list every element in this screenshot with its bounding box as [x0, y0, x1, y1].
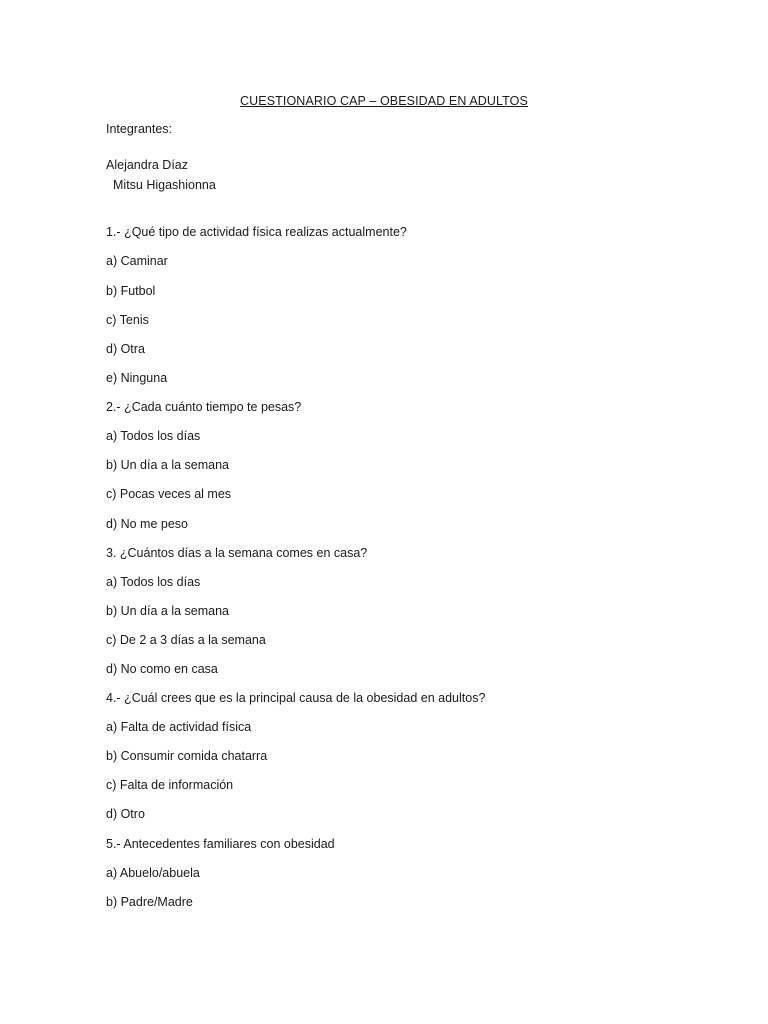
- answer-option: a) Caminar: [106, 254, 168, 268]
- answer-option: d) Otro: [106, 807, 145, 821]
- question-text: 2.- ¿Cada cuánto tiempo te pesas?: [106, 400, 302, 414]
- question-text: 3. ¿Cuántos días a la semana comes en casa?: [106, 546, 368, 560]
- answer-option: c) Pocas veces al mes: [106, 487, 232, 501]
- answer-option: b) Un día a la semana: [106, 458, 229, 472]
- answer-option: b) Padre/Madre: [106, 895, 193, 909]
- answer-option: a) Falta de actividad física: [106, 720, 252, 734]
- answer-option: c) Falta de información: [106, 778, 234, 792]
- answer-option: b) Consumir comida chatarra: [106, 749, 268, 763]
- answer-option: c) De 2 a 3 días a la semana: [106, 633, 266, 647]
- answer-option: c) Tenis: [106, 313, 149, 327]
- question-text: 4.- ¿Cuál crees que es la principal causa de la obesidad en adultos?: [106, 691, 486, 705]
- answer-option: d) No como en casa: [106, 662, 218, 676]
- answer-option: b) Futbol: [106, 284, 156, 298]
- answer-option: a) Todos los días: [106, 429, 201, 443]
- member-name: Mitsu Higashionna: [113, 178, 216, 192]
- answer-option: a) Todos los días: [106, 575, 201, 589]
- answer-option: d) Otra: [106, 342, 145, 356]
- integrantes-label: Integrantes:: [106, 122, 173, 136]
- answer-option: e) Ninguna: [106, 371, 168, 385]
- page-title: CUESTIONARIO CAP – OBESIDAD EN ADULTOS: [240, 94, 528, 108]
- answer-option: a) Abuelo/abuela: [106, 866, 200, 880]
- question-text: 1.- ¿Qué tipo de actividad física realizas actualmente?: [106, 225, 407, 239]
- answer-option: b) Un día a la semana: [106, 604, 229, 618]
- question-text: 5.- Antecedentes familiares con obesidad: [106, 837, 335, 851]
- answer-option: d) No me peso: [106, 517, 188, 531]
- member-name: Alejandra Díaz: [106, 158, 188, 172]
